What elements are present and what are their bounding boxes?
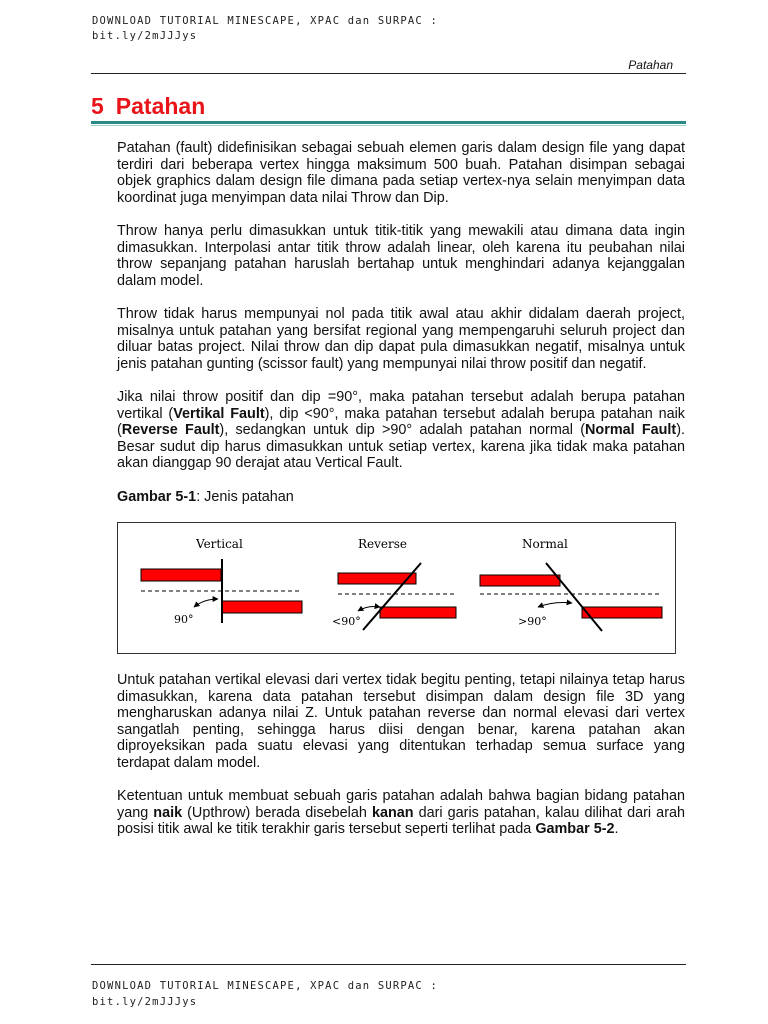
paragraph-elevation: Untuk patahan vertikal elevasi dari vertex tidak begitu penting, tetapi nilainya tetap harus dimasukkan, karena data patahan tersebut disimpan dalam design file 3D yang mengharuskan adanya nilai Z. Untuk patahan reverse dan normal elevasi dari vertex sangatlah penting, sehingga harus diisi dengan benar, karena patahan akan diproyeksikan pada suatu elevasi yang ditentukan terhadap semua surface yang terdapat dalam model.: [117, 672, 685, 771]
reference-gambar-5-2: Gambar 5-2: [535, 821, 615, 837]
block-left-up: [141, 569, 221, 581]
block-right-down: [380, 607, 456, 618]
term-kanan: kanan: [371, 804, 414, 821]
text-span: ), dip <90°, maka patahan tersebut adalah berupa patahan naik (: [117, 405, 685, 438]
figure-caption-number: Gambar 5-1: [117, 488, 197, 505]
figure-fault-types: [117, 522, 676, 654]
block-right-down: [582, 607, 662, 618]
panel-reverse: [332, 537, 456, 630]
angle-arrow: [538, 603, 572, 608]
paragraph-throw-regional: Throw tidak harus mempunyai nol pada titik awal atau akhir didalam daerah project, misalnya untuk patahan yang bersifat regional yang mempengaruhi seluruh project dan diluar batas project. Nilai throw dan dip dapat pula dimasukkan negatif, misalnya untuk jenis patahan gunting (scissor fault) yang mempunyai nilai throw positif dan negatif.: [117, 306, 685, 372]
chapter-title-text: Patahan: [115, 93, 206, 119]
text-span: .: [614, 821, 619, 837]
angle-label-reverse: <90°: [332, 615, 361, 628]
figure-caption-text: : Jenis patahan: [196, 488, 294, 505]
angle-label-vertical: 90°: [174, 613, 194, 626]
header-link[interactable]: bit.ly/2mJJJys: [92, 30, 198, 42]
figure-caption: [117, 489, 685, 506]
fault-line: [546, 563, 602, 631]
text-span: (Upthrow) berada disebelah: [182, 804, 372, 821]
paragraph-fault-types: [117, 389, 685, 472]
text-span: ). Besar sudut dip harus dimasukkan untuk setiap vertex, karena jika tidak maka patahan akan dianggap 90 derajat atau Vertical Fault.: [117, 422, 686, 471]
panel-label-normal: Normal: [522, 537, 568, 551]
text-span: dari garis patahan, kalau dilihat dari arah posisi titik awal ke titik terakhir garis tersebut seperti terlihat pada: [117, 804, 685, 837]
header-download-line: DOWNLOAD TUTORIAL MINESCAPE, XPAC dan SURPAC :: [92, 15, 438, 27]
term-naik: naik: [153, 804, 183, 821]
text-span: Jika nilai throw positif dan dip =90°, maka patahan tersebut adalah berupa patahan vertikal (: [117, 389, 685, 422]
body-content: [117, 140, 685, 855]
paragraph-upthrow-rule: [117, 788, 685, 838]
text-span: Ketentuan untuk membuat sebuah garis patahan adalah bahwa bagian bidang patahan yang: [117, 788, 685, 821]
footer-link[interactable]: bit.ly/2mJJJys: [92, 996, 198, 1008]
block-left-up: [480, 575, 560, 586]
panel-vertical: [141, 537, 302, 626]
panel-label-vertical: Vertical: [196, 537, 243, 551]
paragraph-throw-interpolation: Throw hanya perlu dimasukkan untuk titik-titik yang mewakili atau dimana data ingin dimasukkan. Interpolasi antar titik throw adalah linear, oleh karena itu peubahan nilai throw sepanjang patahan haruslah bertahap untuk menghindari adanya kejanggalan dalam model.: [117, 223, 685, 289]
title-underline-light: [91, 125, 686, 126]
angle-arrow: [358, 607, 380, 612]
panel-label-reverse: Reverse: [358, 537, 408, 551]
term-vertikal-fault: Vertikal Fault: [173, 405, 265, 422]
term-reverse-fault: Reverse Fault: [121, 422, 220, 438]
chapter-number: 5: [91, 93, 104, 119]
term-normal-fault: Normal Fault: [585, 422, 677, 438]
text-span: ), sedangkan untuk dip >90° adalah patahan normal (: [219, 422, 586, 438]
running-head: Patahan: [628, 58, 673, 72]
header-rule: [91, 73, 686, 74]
angle-arrow: [194, 599, 218, 607]
footer-rule: [91, 964, 686, 965]
panel-normal: [480, 537, 662, 631]
fault-types-diagram: [118, 523, 675, 653]
chapter-title: [91, 93, 205, 120]
paragraph-fault-definition: Patahan (fault) didefinisikan sebagai sebuah elemen garis dalam design file yang dapat terdiri dari beberapa vertex hingga maksimum 500 buah. Patahan disimpan sebagai objek graphics dalam design file dimana pada setiap vertex-nya selain menyimpan data koordinat juga menyimpan data nilai Throw dan Dip.: [117, 140, 685, 206]
angle-label-normal: >90°: [518, 615, 547, 628]
title-underline: [91, 121, 686, 124]
block-right-down: [222, 601, 302, 613]
footer-download-line: DOWNLOAD TUTORIAL MINESCAPE, XPAC dan SURPAC :: [92, 980, 438, 992]
